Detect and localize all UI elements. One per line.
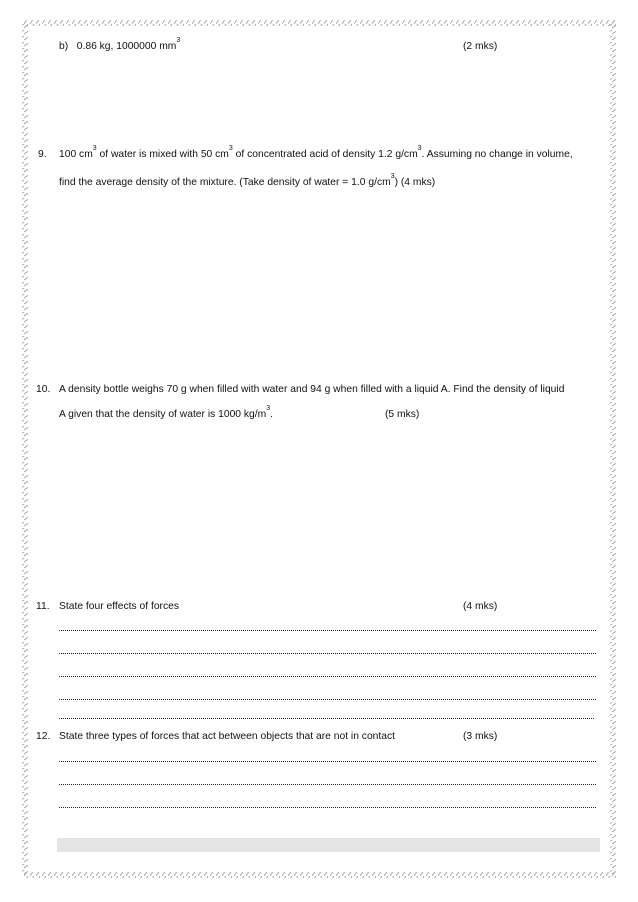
- answer-line[interactable]: [59, 753, 596, 762]
- question-11-marks: (4 mks): [463, 601, 498, 612]
- superscript: 3: [417, 144, 422, 152]
- question-12-marks: (3 mks): [463, 731, 498, 742]
- superscript: 3: [266, 404, 271, 412]
- q10-text-part: A given that the density of water is 1000 kg/m: [59, 409, 267, 420]
- question-10-line-1: A density bottle weighs 70 g when filled with water and 94 g when filled with a liquid A. Find the density of liquid: [59, 384, 565, 395]
- q9-text-part: find the average density of the mixture. (Take density of water = 1.0 g/cm: [59, 177, 391, 188]
- question-12-number: 12.: [36, 731, 51, 742]
- question-9-line-1: [59, 144, 573, 162]
- q9-text-part: ) (4 mks): [394, 177, 436, 188]
- q9-text-part: of concentrated acid of density 1.2 g/cm: [232, 149, 418, 160]
- question-12-text: State three types of forces that act between objects that are not in contact: [59, 731, 395, 742]
- superscript: 3: [176, 36, 181, 44]
- question-b-label: b): [59, 41, 69, 52]
- question-10-line-2: [59, 404, 273, 422]
- question-10-marks: (5 mks): [385, 409, 420, 420]
- answer-line[interactable]: [59, 645, 596, 654]
- superscript: 3: [390, 172, 395, 180]
- question-9-line-2: [59, 172, 436, 190]
- question-b-line: [59, 36, 181, 54]
- question-b-text: 0.86 kg, 1000000 mm: [76, 41, 177, 52]
- q9-text-part: of water is mixed with 50 cm: [96, 149, 229, 160]
- question-10-number: 10.: [36, 384, 51, 395]
- superscript: 3: [228, 144, 233, 152]
- question-11-text: State four effects of forces: [59, 601, 180, 612]
- answer-line[interactable]: [59, 799, 596, 808]
- q9-text-part: 100 cm: [59, 149, 93, 160]
- answer-line[interactable]: [59, 622, 596, 631]
- footer-bar: [57, 838, 600, 852]
- answer-line[interactable]: [59, 710, 594, 719]
- q10-text-part: .: [270, 409, 273, 420]
- superscript: 3: [92, 144, 97, 152]
- answer-line[interactable]: [59, 691, 596, 700]
- question-b-marks: (2 mks): [463, 41, 498, 52]
- question-11-number: 11.: [36, 601, 50, 612]
- q9-text-part: . Assuming no change in volume,: [421, 149, 573, 160]
- answer-line[interactable]: [59, 776, 596, 785]
- question-9-number: 9.: [38, 149, 47, 160]
- answer-line[interactable]: [59, 668, 596, 677]
